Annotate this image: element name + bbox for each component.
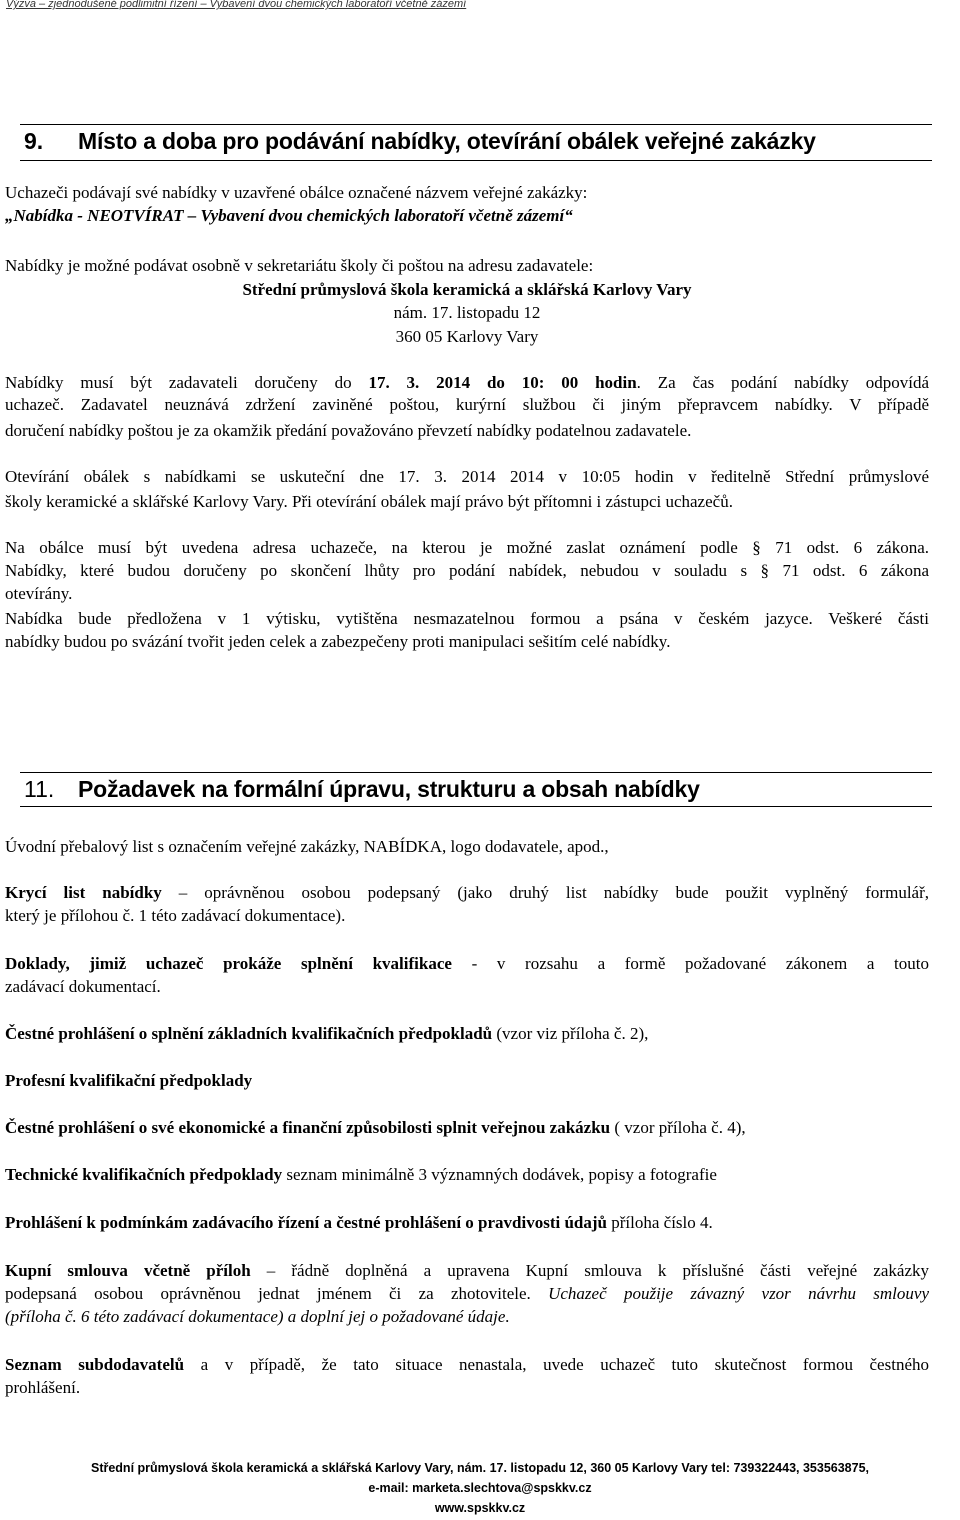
envelope-label: „Nabídka - NEOTVÍRAT – Vybavení dvou chemických laboratoří včetně zázemí“ [5,206,573,225]
form-item-line-2: který je přílohou č. 1 této zadávací dokumentace). [5,906,346,925]
technical-qualification-item [5,1164,929,1186]
subcontractors-item-bold: Seznam subdodavatelů [5,1355,185,1374]
envelope-paragraph-line-1: Na obálce musí být uvedena adresa uchazeče, na kterou je možné zaslat oznámení podle § 71 odst. 6 zákona. [5,538,929,557]
cover-sheet-item: Úvodní přebalový list s označením veřejné zakázky, NABÍDKA, logo dodavatele, apod., [5,837,609,856]
section-11-bottom-rule [20,806,932,807]
section-11-title: Požadavek na formální úpravu, strukturu a obsah nabídky [78,776,700,802]
subcontractors-item-line-1 [5,1354,929,1376]
footer-email: e-mail: marketa.slechtova@spskkv.cz [368,1481,592,1495]
professional-qualification-item: Profesní kvalifikační předpoklady [5,1071,253,1090]
section-9-intro: Uchazeči podávají své nabídky v uzavřené obálce označené názvem veřejné zakázky: [5,183,588,202]
section-9-number: 9. [24,128,44,154]
conditions-declaration-item [5,1212,929,1234]
subcontractors-item-line-2: prohlášení. [5,1378,81,1397]
section-11-number: 11. [24,776,55,802]
address-name: Střední průmyslová škola keramická a sklářská Karlovy Vary [242,280,692,299]
contract-item-line-2b: Uchazeč použije závazný vzor návrhu smlouvy [548,1284,929,1303]
docs-item-bold: Doklady, jimiž uchazeč prokáže splnění kvalifikace [5,954,452,973]
deadline-text-a: Nabídky musí být zadavateli doručeny do [5,373,369,392]
document-header-title: Výzva – zjednodušené podlimitní řízení – Vybavení dvou chemických laboratoří včetně zázemí [6,0,467,10]
declaration-basic-item [5,1023,929,1045]
deadline-paragraph-line-1 [5,372,929,394]
section-9-top-rule [20,124,932,125]
section-9-bottom-rule [20,160,932,161]
section-9-title: Místo a doba pro podávání nabídky, otevírání obálek veřejné zakázky [78,128,816,154]
footer-address: Střední průmyslová škola keramická a sklářská Karlovy Vary, nám. 17. listopadu 12, 360 05 Karlovy Vary tel: 739322443, 353563875, [90,1461,870,1475]
copy-paragraph-line-2: nabídky budou po svázání tvořit jeden celek a zabezpečeny proti manipulaci sešitím celé nabídky. [5,632,671,651]
technical-qualification-bold: Technické kvalifikačních předpoklady [5,1165,283,1184]
declaration-economic-item [5,1117,929,1139]
form-item-line-1 [5,882,929,904]
subcontractors-item-rest: a v případě, že tato situace nenastala, uvede uchazeč tuto skutečnost formou čestného [184,1355,929,1374]
declaration-basic-rest: (vzor viz příloha č. 2), [492,1024,649,1043]
contract-item-line-1 [5,1260,929,1282]
copy-paragraph-line-1: Nabídka bude předložena v 1 výtisku, vytištěna nesmazatelnou formou a psána v českém jazyce. Veškeré části [5,609,929,628]
delivery-text: Nabídky je možné podávat osobně v sekretariátu školy či poštou na adresu zadavatele: [5,256,594,275]
section-11-top-rule [20,772,932,773]
address-street: nám. 17. listopadu 12 [393,303,541,322]
envelope-paragraph-line-2: Nabídky, které budou doručeny po skončení lhůty pro podání nabídek, nebudou v souladu s § 71 odst. 6 zákona [5,561,929,580]
declaration-economic-bold: Čestné prohlášení o své ekonomické a finanční způsobilosti splnit veřejnou zakázku [5,1118,611,1137]
opening-paragraph-line-2: školy keramické a sklářské Karlovy Vary. Při otevírání obálek mají právo být přítomni i zástupci uchazečů. [5,492,733,511]
address-city: 360 05 Karlovy Vary [395,327,539,346]
docs-item-line-1 [5,953,929,975]
declaration-economic-rest: ( vzor příloha č. 4), [610,1118,746,1137]
contract-item-rest: – řádně doplněná a upravena Kupní smlouva k příslušné části veřejné zakázky [250,1261,929,1280]
deadline-paragraph-line-2: uchazeč. Zadavatel neuznává zdržení zaviněné poštou, kurýrní službou či jiným přepravcem nabídky. V případě [5,395,929,414]
docs-item-rest: - v rozsahu a formě požadované zákonem a touto [451,954,930,973]
opening-paragraph-line-1: Otevírání obálek s nabídkami se uskuteční dne 17. 3. 2014 2014 v 10:05 hodin v ředitelně Střední průmyslové [5,467,929,486]
technical-qualification-rest: seznam minimálně 3 významných dodávek, popisy a fotografie [282,1165,717,1184]
contract-item-line-2 [5,1283,929,1305]
deadline-text-c: . Za čas podání nabídky odpovídá [636,373,929,392]
form-item-rest: – oprávněnou osobou podepsaný (jako druhý list nabídky bude použit vyplněný formulář, [161,883,929,902]
footer-website: www.spskkv.cz [434,1501,526,1515]
deadline-date: 17. 3. 2014 do 10: 00 hodin [368,373,637,392]
conditions-declaration-rest: příloha číslo 4. [607,1213,713,1232]
contract-item-bold: Kupní smlouva včetně příloh [5,1261,251,1280]
contract-item-line-3: (příloha č. 6 této zadávací dokumentace) a doplní jej o požadované údaje. [5,1307,510,1326]
conditions-declaration-bold: Prohlášení k podmínkám zadávacího řízení a čestné prohlášení o pravdivosti údajů [5,1213,607,1232]
docs-item-line-2: zadávací dokumentací. [5,977,161,996]
form-item-bold: Krycí list nabídky [5,883,162,902]
declaration-basic-bold: Čestné prohlášení o splnění základních kvalifikačních předpokladů [5,1024,493,1043]
envelope-paragraph-line-3: otevírány. [5,584,73,603]
contract-item-line-2a: podepsaná osobou oprávněnou jednat jménem či za zhotovitele. [5,1284,549,1303]
deadline-paragraph-line-3: doručení nabídky poštou je za okamžik předání považováno převzetí nabídky podatelnou zadavatele. [5,421,692,440]
